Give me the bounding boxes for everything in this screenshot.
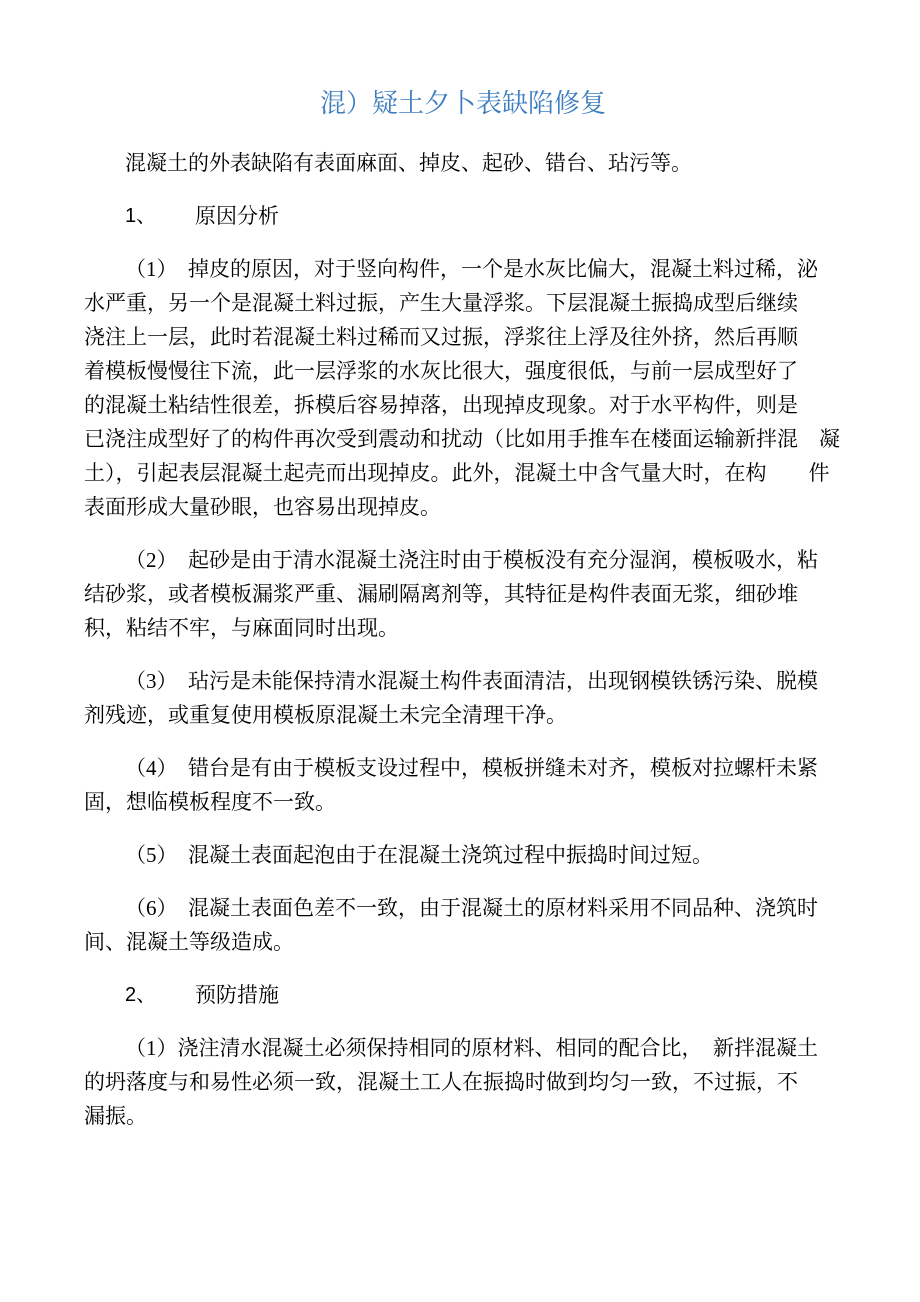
cause-paragraph-4 [84,751,842,819]
text-line: 水严重，另一个是混凝土料过振，产生大量浮浆。下层混凝土振捣成型后继续 [84,291,798,315]
text-line: 着模板慢慢往下流，此一层浮浆的水灰比很大，强度很低，与前一层成型好了 [84,359,798,383]
intro-paragraph [84,146,842,180]
text-line: 已浇注成型好了的构件再次受到震动和扰动（比如用手推车在楼面运输新拌混 凝 [84,427,840,451]
text-line: 表面形成大量砂眼，也容易出现掉皮。 [84,495,441,519]
section-heading-2 [84,978,842,1012]
text-line: 混凝土的外表缺陷有表面麻面、掉皮、起砂、错台、玷污等。 [125,151,692,175]
text-line: （3） 玷污是未能保持清水混凝土构件表面清洁，出现钢模铁锈污染、脱模 [125,669,818,693]
text-line: 的混凝土粘结性很差，拆模后容易掉落，出现掉皮现象。对于水平构件，则是 [84,393,798,417]
text-line: （2） 起砂是由于清水混凝土浇注时由于模板没有充分湿润，模板吸水，粘 [125,548,818,572]
text-line: 间、混凝土等级造成。 [84,930,294,954]
text-line: （1）浇注清水混凝土必须保持相同的原材料、相同的配合比， 新拌混凝土 [125,1036,818,1060]
cause-paragraph-3 [84,664,842,732]
text-line: （4） 错台是有由于模板支设过程中，模板拼缝未对齐，模板对拉螺杆未紧 [125,756,818,780]
section-number: 2、 [125,984,157,1006]
cause-paragraph-2 [84,543,842,645]
text-line: 浇注上一层，此时若混凝土料过稀而又过振，浮浆往上浮及往外挤，然后再顺 [84,325,798,349]
cause-paragraph-5 [84,838,842,872]
text-line: 土），引起表层混凝土起壳而出现掉皮。此外，混凝土中含气量大时，在构 件 [84,461,830,485]
section-title: 预防措施 [195,983,279,1007]
text-line: 的坍落度与和易性必须一致，混凝土工人在振捣时做到均匀一致，不过振，不 [84,1070,798,1094]
text-line: 剂残迹，或重复使用模板原混凝土未完全清理干净。 [84,703,567,727]
text-line: （1） 掉皮的原因，对于竖向构件，一个是水灰比偏大，混凝土料过稀，泌 [125,257,818,281]
text-line: 漏振。 [84,1104,147,1128]
cause-paragraph-1 [84,252,842,524]
text-line: （5） 混凝土表面起泡由于在混凝土浇筑过程中振捣时间过短。 [125,843,713,867]
section-title: 原因分析 [195,204,279,228]
document-title: 混）疑土夕卜表缺陷修复 [319,89,606,118]
text-line: 积，粘结不牢，与麻面同时出现。 [84,616,399,640]
text-line: （6） 混凝土表面色差不一致，由于混凝土的原材料采用不同品种、浇筑时 [125,896,818,920]
measure-paragraph-1 [84,1031,842,1133]
text-line: 固，想临模板程度不一致。 [84,790,336,814]
cause-paragraph-6 [84,891,842,959]
text-line: 结砂浆，或者模板漏浆严重、漏刷隔离剂等，其特征是构件表面无浆，细砂堆 [84,582,798,606]
section-number: 1、 [125,205,157,227]
section-heading-1 [84,199,842,233]
